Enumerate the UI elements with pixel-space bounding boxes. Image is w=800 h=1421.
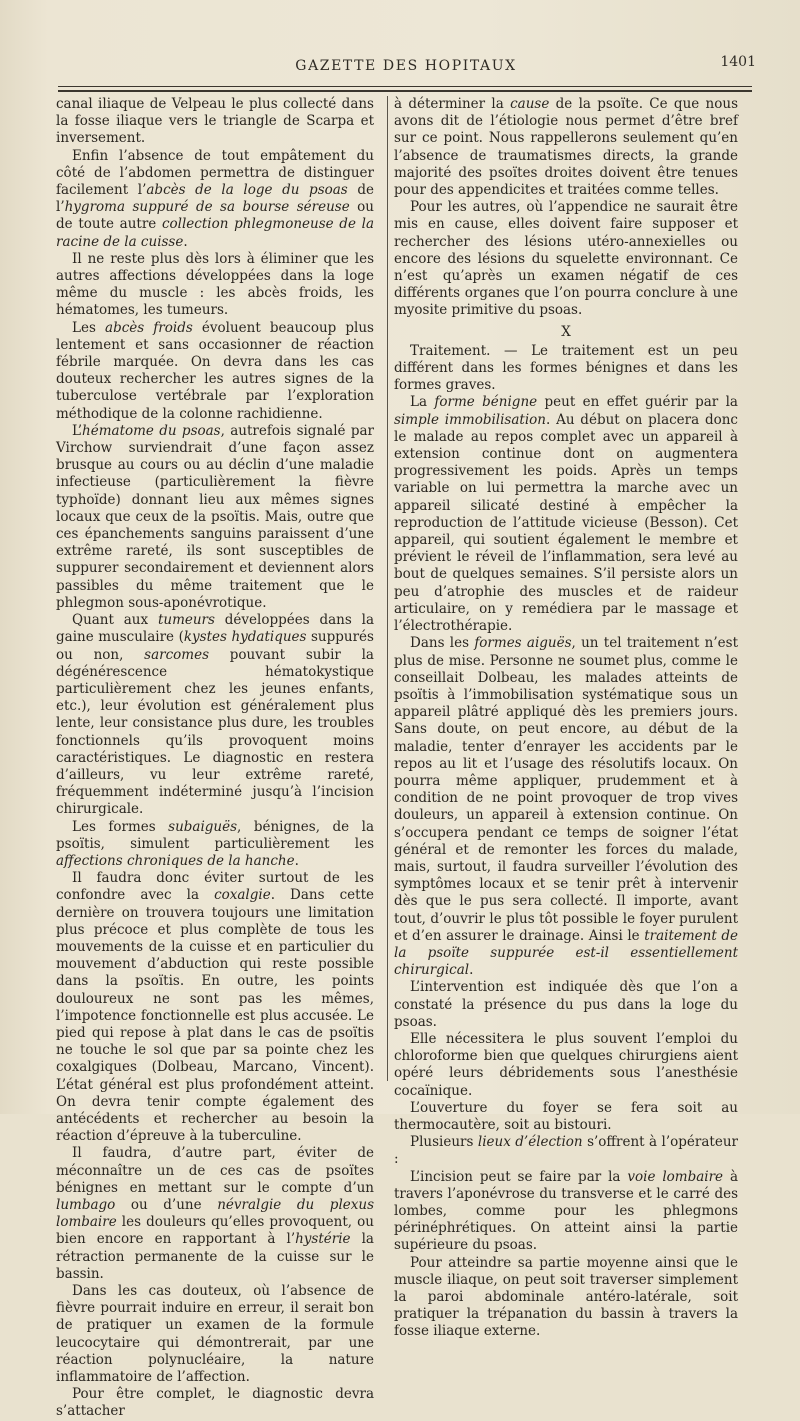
paragraph: L’incision peut se faire par la voie lombaire à travers l’aponévrose du transverse et le carré des lombes, comme pour les phlegmons périnéphrétiques. On atteint ainsi la partie supérieure du psoas. [394, 1168, 738, 1254]
paragraph: à déterminer la cause de la psoïte. Ce que nous avons dit de l’étiologie nous permet d’être bref sur ce point. Nous rappellerons seulement qu’en l’absence de traumatismes directs, la grande majorité des psoïtes droites doivent être tenues pour des appendicites et traitées comme telles. [394, 96, 739, 199]
paragraph: Il ne reste plus dès lors à éliminer que les autres affections développées dans la loge même du muscle : les abcès froids, les hématomes, les tumeurs. [56, 250, 374, 319]
paragraph: Quant aux tumeurs développées dans la gaine musculaire (kystes hydatiques suppurés ou non, sarcomes pouvant subir la dégénérescence hématokystique particulièrement chez les jeunes enfants, etc.), leur évolution est généralement plus lente, leur consistance plus dure, les troubles fonctionnels qu’ils provoquent moins caractéristiques. Le diagnostic en restera d’ailleurs, vu leur extrême rareté, fréquemment indéterminé jusqu’à l’incision chirurgicale. [56, 612, 375, 818]
left-column [56, 96, 374, 1421]
header-rule-thick [58, 90, 752, 92]
paragraph: L’hématome du psoas, autrefois signalé par Virchow surviendrait d’une façon assez brusque au cours ou au déclin d’une maladie infectieuse (particulièrement la fièvre typhoïde) donnant lieu aux mêmes signes locaux que ceux de la psoïtis. Mais, outre que ces épanchements sanguins paraissent d’une extrême rareté, ils sont susceptibles de suppurer secondairement et deviennent alors passibles du même traitement que le phlegmon sous-aponévrotique. [56, 422, 374, 611]
paragraph: Il faudra, d’autre part, éviter de méconnaître un de ces cas de psoïtes bénignes en mettant sur le compte d’un lumbago ou d’une névralgie du plexus lombaire les douleurs qu’elles provoquent, ou bien encore en rapportant à l’hystérie la rétraction permanente de la cuisse sur le bassin. [56, 1145, 374, 1282]
journal-title: GAZETTE DES HOPITAUX [295, 58, 517, 74]
paragraph: L’intervention est indiquée dès que l’on a constaté la présence du pus dans la loge du psoas. [394, 979, 738, 1030]
paragraph: Pour les autres, où l’appendice ne saurait être mis en cause, elles doivent faire supposer et rechercher des lésions utéro-annexielles ou encore des lésions du squelette environnant. Ce n’est qu’après un examen négatif de ces différents organes que l’on pourra conclure à une myosite primitive du psoas. [394, 199, 738, 319]
paragraph: Les formes subaiguës, bénignes, de la psoïtis, simulent particulièrement les affections chroniques de la hanche. [56, 818, 374, 869]
paragraph: Dans les cas douteux, où l’absence de fièvre pourrait induire en erreur, il serait bon de pratiquer un examen de la formule leucocytaire qui démontrerait, par une réaction polynucléaire, la nature inflammatoire de l’affection. [56, 1283, 374, 1386]
paragraph: Pour être complet, le diagnostic devra s’attacher [56, 1386, 374, 1420]
paragraph: canal iliaque de Velpeau le plus collecté dans la fosse iliaque vers le triangle de Scarpa et inversement. [56, 96, 374, 147]
column-separator [387, 96, 388, 1081]
section-heading: X [561, 323, 571, 340]
paragraph: Les abcès froids évoluent beaucoup plus lentement et sans occasionner de réaction fébrile marquée. On devra dans les cas douteux rechercher les autres signes de la tuberculose vertébrale par l’exploration méthodique de la colonne rachidienne. [56, 319, 374, 422]
paragraph: Dans les formes aiguës, un tel traitement n’est plus de mise. Personne ne soumet plus, comme le conseillait Dolbeau, les malades atteints de psoïtis à l’immobilisation systématique sous un appareil plâtré appliqué dès les premiers jours. Sans doute, on peut encore, au début de la maladie, tenter d’enrayer les accidents par le repos au lit et l’usage des résolutifs locaux. On pourra même appliquer, prudemment et à condition de ne point provoquer de trop vives douleurs, un appareil à extension continue. On s’occupera pendant ce temps de soigner l’état général et de remonter les forces du malade, mais, surtout, il faudra surveiller l’évolution des symptômes locaux et se tenir prêt à intervenir dès que le pus sera collecté. Il importe, avant tout, d’ouvrir le plus tôt possible le foyer purulent et d’en assurer le drainage. Ainsi le traitement de la psoïte suppurée est-il essentiellement chirurgical. [394, 635, 738, 979]
page-number: 1401 [720, 54, 756, 70]
paragraph: Plusieurs lieux d’élection s’offrent à l’opérateur : [394, 1134, 738, 1168]
header-rule-thin [58, 86, 752, 87]
paragraph: Traitement. — Le traitement est un peu différent dans les formes bénignes et dans les formes graves. [394, 342, 738, 394]
paragraph: Il faudra donc éviter surtout de les confondre avec la coxalgie. Dans cette dernière on trouvera toujours une limitation plus précoce et plus complète de tous les mouvements de la cuisse et en particulier du mouvement d’abduction qui reste possible dans la psoïtis. En outre, les points douloureux ne sont pas les mêmes, l’impotence fonctionnelle est plus accusée. Le pied qui repose à plat dans le cas de psoïtis ne touche le sol que par sa pointe chez les coxalgiques (Dolbeau, Marcano, Vincent). L’état général est plus profondément atteint. On devra tenir compte également des antécédents et rechercher au besoin la réaction d’épreuve à la tuberculine. [56, 870, 374, 1145]
paragraph: La forme bénigne peut en effet guérir par la simple immobilisation. Au début on placera donc le malade au repos complet avec un appareil à extension continue dont on augmentera progressivement les poids. Après un temps variable on lui permettra la marche avec un appareil silicaté destiné à empêcher la reproduction de l’attitude vicieuse (Besson). Cet appareil, qui soutient également le membre et prévient le réveil de l’inflammation, sera levé au bout de quelques semaines. S’il persiste alors un peu d’atrophie des muscles et de raideur articulaire, on y remédiera par le massage et l’électrothérapie. [394, 394, 738, 635]
paragraph: Enfin l’absence de tout empâtement du côté de l’abdomen permettra de distinguer facilement l’abcès de la loge du psoas de l’hygroma suppuré de sa bourse séreuse ou de toute autre collection phlegmoneuse de la racine de la cuisse. [56, 147, 374, 250]
page-header [56, 54, 756, 80]
right-column [394, 96, 738, 1341]
paragraph: Pour atteindre sa partie moyenne ainsi que le muscle iliaque, on peut soit traverser simplement la paroi abdominale antéro-latérale, soit pratiquer la trépanation du bassin à travers la fosse iliaque externe. [394, 1254, 738, 1340]
paragraph: Elle nécessitera le plus souvent l’emploi du chloroforme bien que quelques chirurgiens aient opéré leurs débridements sous l’anesthésie cocaïnique. [394, 1030, 738, 1099]
paragraph: L’ouverture du foyer se fera soit au thermocautère, soit au bistouri. [394, 1099, 738, 1133]
